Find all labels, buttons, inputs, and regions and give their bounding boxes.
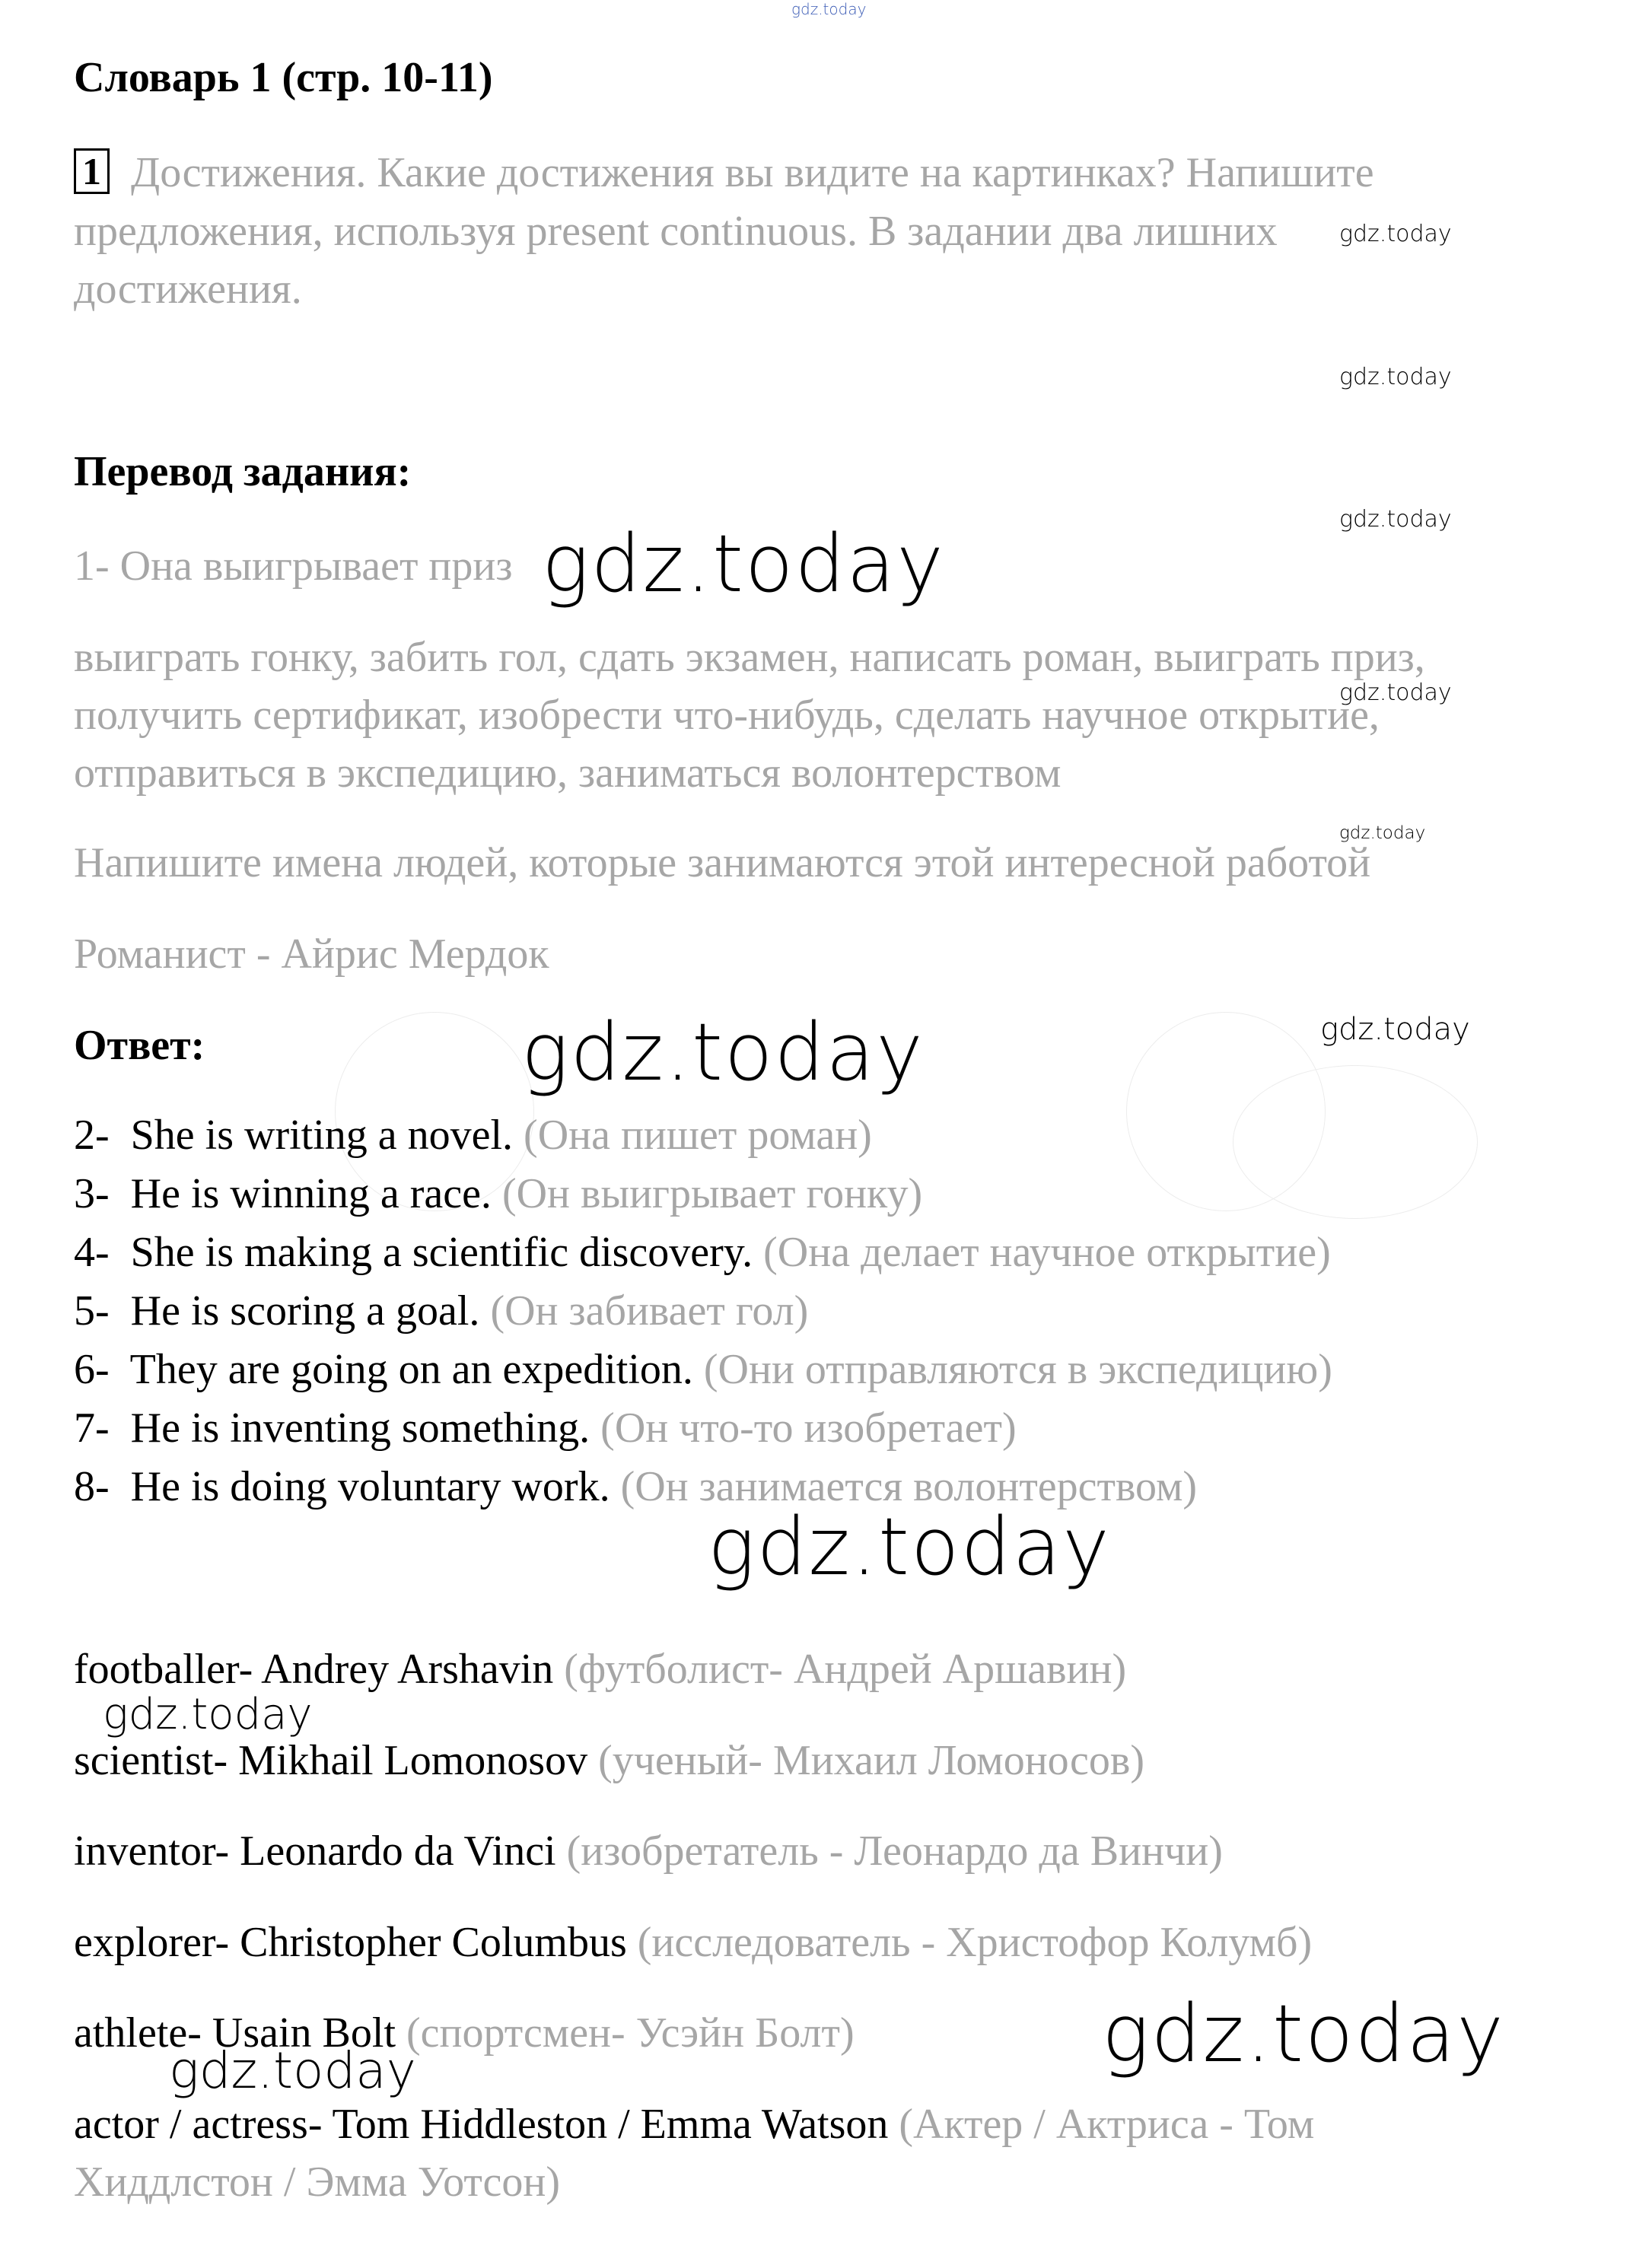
watermark: gdz.today — [1339, 823, 1426, 843]
phrase-line-3: отправиться в экспедицию, заниматься волонтерством — [74, 749, 1062, 797]
task-line-1: 1 Достижения. Какие достижения вы видите на картинках? Напишите — [74, 148, 1374, 197]
page-title: Словарь 1 (стр. 10-11) — [74, 54, 493, 101]
person-item: athlete- Usain Bolt (спортсмен- Усэйн Болт) — [74, 2009, 855, 2057]
answer-item: 8- He is doing voluntary work. (Он занимается волонтерством) — [74, 1463, 1198, 1510]
answer-item: 2- She is writing a novel. (Она пишет роман) — [74, 1112, 872, 1159]
answer-item: 4- She is making a scientific discovery. (Она делает научное открытие) — [74, 1229, 1331, 1276]
person-item: explorer- Christopher Columbus (исследователь - Христофор Колумб) — [74, 1919, 1313, 1966]
watermark: gdz.today — [1339, 364, 1452, 390]
answer-item: 3- He is winning a race. (Он выигрывает гонку) — [74, 1170, 923, 1217]
watermark: gdz.today — [103, 1690, 313, 1739]
person-item: scientist- Mikhail Lomonosov (ученый- Михаил Ломоносов) — [74, 1737, 1144, 1784]
answer-item: 7- He is inventing something. (Он что-то изобретает) — [74, 1405, 1017, 1452]
watermark: gdz.today — [1339, 506, 1452, 533]
translation-heading: Перевод задания: — [74, 448, 412, 495]
answer-item: 5- He is scoring a goal. (Он забивает гол) — [74, 1287, 809, 1335]
watermark-top: gdz.today — [791, 0, 867, 18]
instruction: Напишите имена людей, которые занимаются этой интересной работой — [74, 839, 1371, 886]
example-novelist: Романист - Айрис Мердок — [74, 931, 549, 978]
phrase-line-2: получить сертификат, изобрести что-нибудь, сделать научное открытие, — [74, 692, 1380, 739]
phrase-line-1: выиграть гонку, забить гол, сдать экзамен, написать роман, выиграть приз, — [74, 634, 1425, 681]
decorative-arc — [1233, 1065, 1478, 1219]
watermark: gdz.today — [1339, 679, 1452, 706]
watermark-large: gdz.today — [521, 1006, 925, 1099]
answer-heading: Ответ: — [74, 1022, 205, 1069]
answer-item: 6- They are going on an expedition. (Они отправляются в экспедицию) — [74, 1346, 1332, 1393]
watermark: gdz.today — [169, 2041, 416, 2100]
watermark: gdz.today — [1339, 221, 1452, 247]
task-line-2: предложения, используя present continuous. В задании два лишних — [74, 208, 1278, 255]
person-item: actor / actress- Tom Hiddleston / Emma Watson (Актер / Актриса - Том — [74, 2101, 1315, 2148]
watermark-large: gdz.today — [1102, 1987, 1505, 2080]
watermark-large: gdz.today — [708, 1500, 1111, 1593]
watermark-large: gdz.today — [542, 517, 945, 610]
translation-example: 1- Она выигрывает приз — [74, 542, 513, 590]
task-number-box: 1 — [74, 148, 110, 194]
task-line-3: достижения. — [74, 266, 302, 313]
person-item: footballer- Andrey Arshavin (футболист- Андрей Аршавин) — [74, 1646, 1127, 1693]
person-item: inventor- Leonardo da Vinci (изобретатель - Леонардо да Винчи) — [74, 1828, 1223, 1875]
watermark: gdz.today — [1320, 1012, 1470, 1047]
person-item-continued: Хиддлстон / Эмма Уотсон) — [74, 2159, 560, 2206]
